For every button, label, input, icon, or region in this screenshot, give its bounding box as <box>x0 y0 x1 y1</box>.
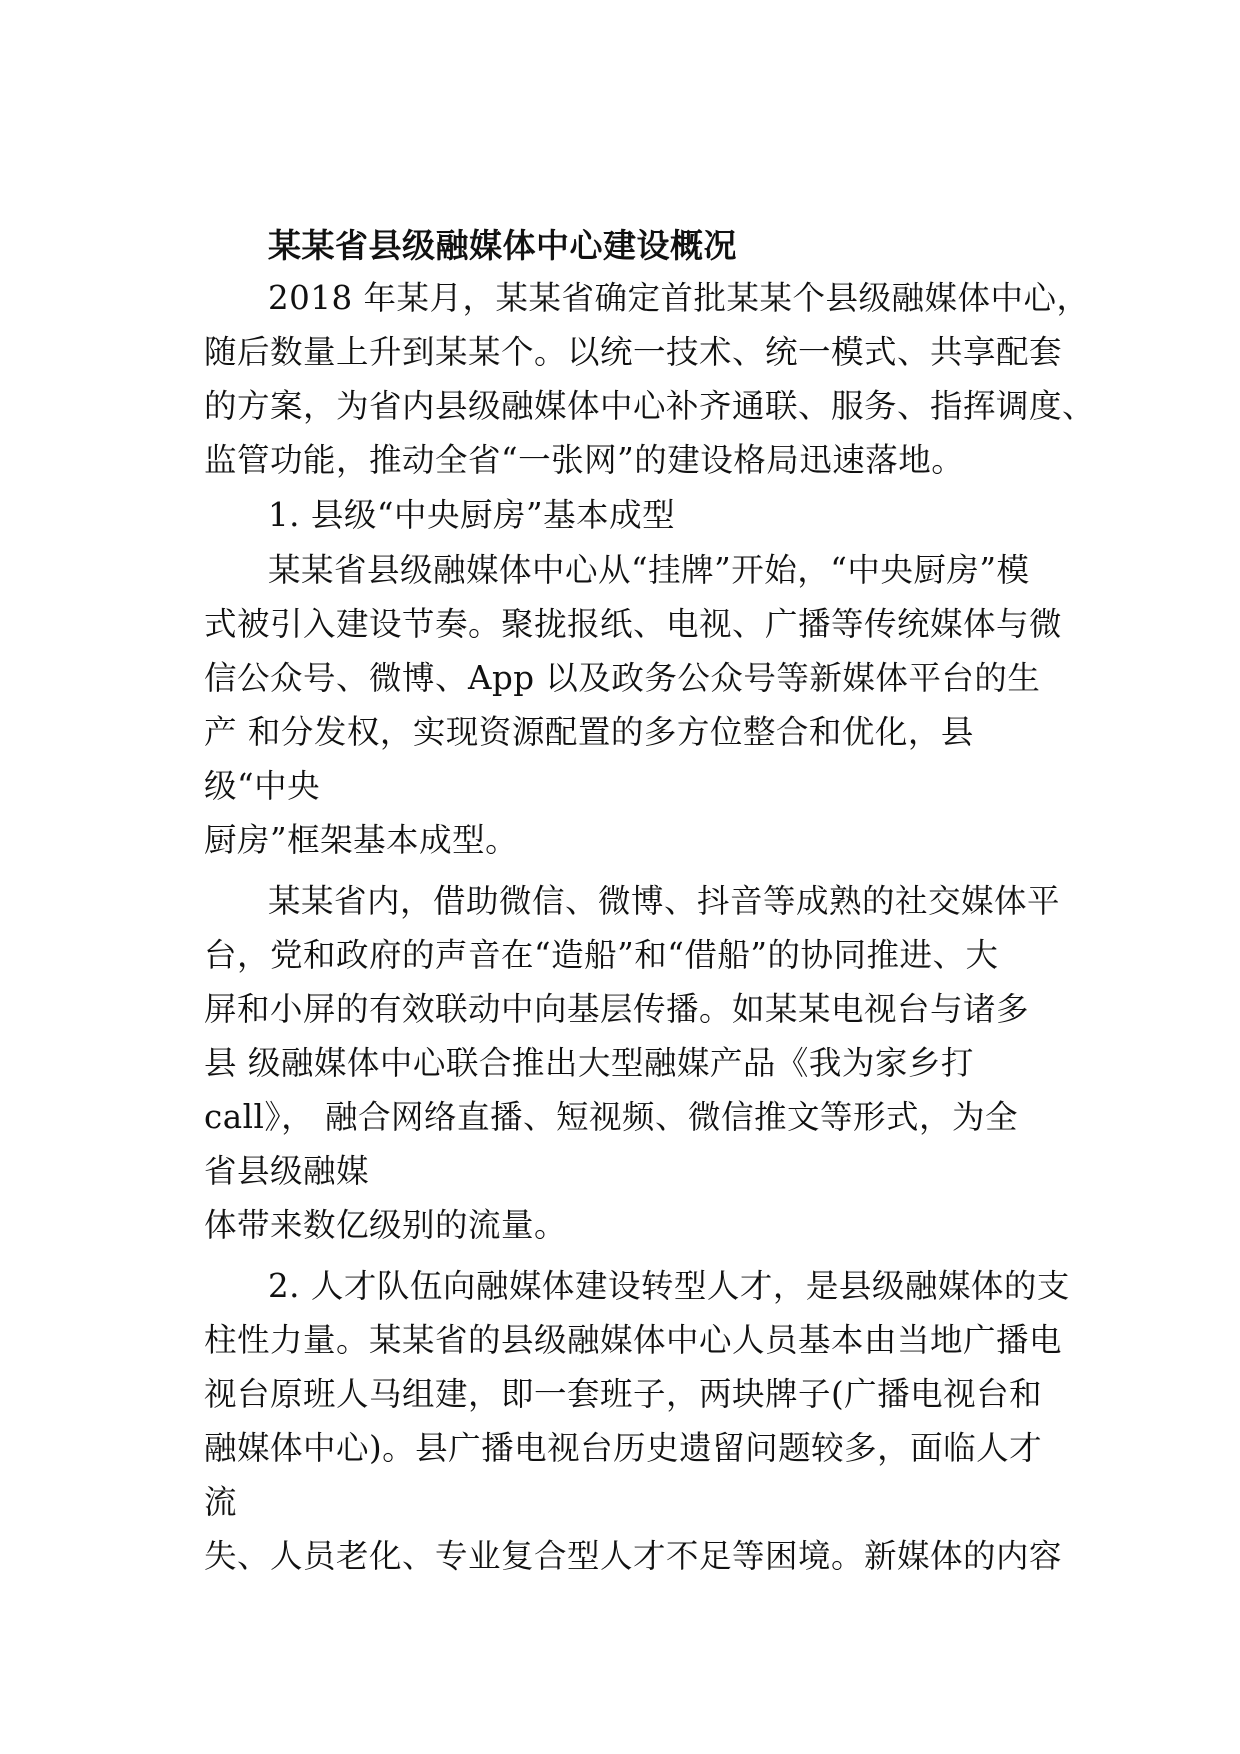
paragraph-3-line-6: 省县级融媒 <box>204 1152 370 1190</box>
paragraph-1-line-3: 的方案，为省内县级融媒体中心补齐通联、服务、指挥调度、 <box>204 387 1096 425</box>
paragraph-2-line-5: 级“中央 <box>204 767 321 805</box>
paragraph-3-line-3: 屏和小屏的有效联动中向基层传播。如某某电视台与诸多 <box>204 990 1030 1028</box>
paragraph-3-line-5: call》， 融合网络直播、短视频、微信推文等形式，为全 <box>204 1098 1018 1136</box>
paragraph-2-line-1: 某某省县级融媒体中心从“挂牌”开始，“中央厨房”模 <box>268 551 1030 589</box>
paragraph-1-line-4: 监管功能，推动全省“一张网”的建设格局迅速落地。 <box>204 441 965 479</box>
paragraph-4-line-5: 流 <box>204 1483 238 1521</box>
paragraph-2-line-6: 厨房”框架基本成型。 <box>204 821 519 859</box>
document-title: 某某省县级融媒体中心建设概况 <box>268 226 737 265</box>
paragraph-3-line-1: 某某省内，借助微信、微博、抖音等成熟的社交媒体平 <box>268 882 1061 920</box>
paragraph-4-line-1: 2. 人才队伍向融媒体建设转型人才，是县级融媒体的支 <box>268 1267 1070 1305</box>
paragraph-3-line-7: 体带来数亿级别的流量。 <box>204 1206 568 1244</box>
paragraph-1-line-2: 随后数量上升到某某个。以统一技术、统一模式、共享配套 <box>204 333 1063 371</box>
paragraph-3-line-2: 台，党和政府的声音在“造船”和“借船”的协同推进、大 <box>204 936 999 974</box>
paragraph-3-line-4: 县 级融媒体中心联合推出大型融媒产品《我为家乡打 <box>204 1044 974 1082</box>
paragraph-4-line-4: 融媒体中心)。县广播电视台历史遗留问题较多，面临人才 <box>204 1429 1043 1467</box>
paragraph-4-line-6: 失、人员老化、专业复合型人才不足等困境。新媒体的内容 <box>204 1537 1063 1575</box>
paragraph-4-line-2: 柱性力量。某某省的县级融媒体中心人员基本由当地广播电 <box>204 1321 1063 1359</box>
paragraph-2-line-3: 信公众号、微博、App 以及政务公众号等新媒体平台的生 <box>204 659 1041 697</box>
paragraph-2-line-2: 式被引入建设节奏。聚拢报纸、电视、广播等传统媒体与微 <box>204 605 1063 643</box>
section-heading-1: 1. 县级“中央厨房”基本成型 <box>268 496 676 534</box>
paragraph-1-line-1: 2018 年某月，某某省确定首批某某个县级融媒体中心， <box>268 279 1090 317</box>
paragraph-2-line-4: 产 和分发权，实现资源配置的多方位整合和优化，县 <box>204 713 974 751</box>
paragraph-4-line-3: 视台原班人马组建，即一套班子，两块牌子(广播电视台和 <box>204 1375 1043 1413</box>
